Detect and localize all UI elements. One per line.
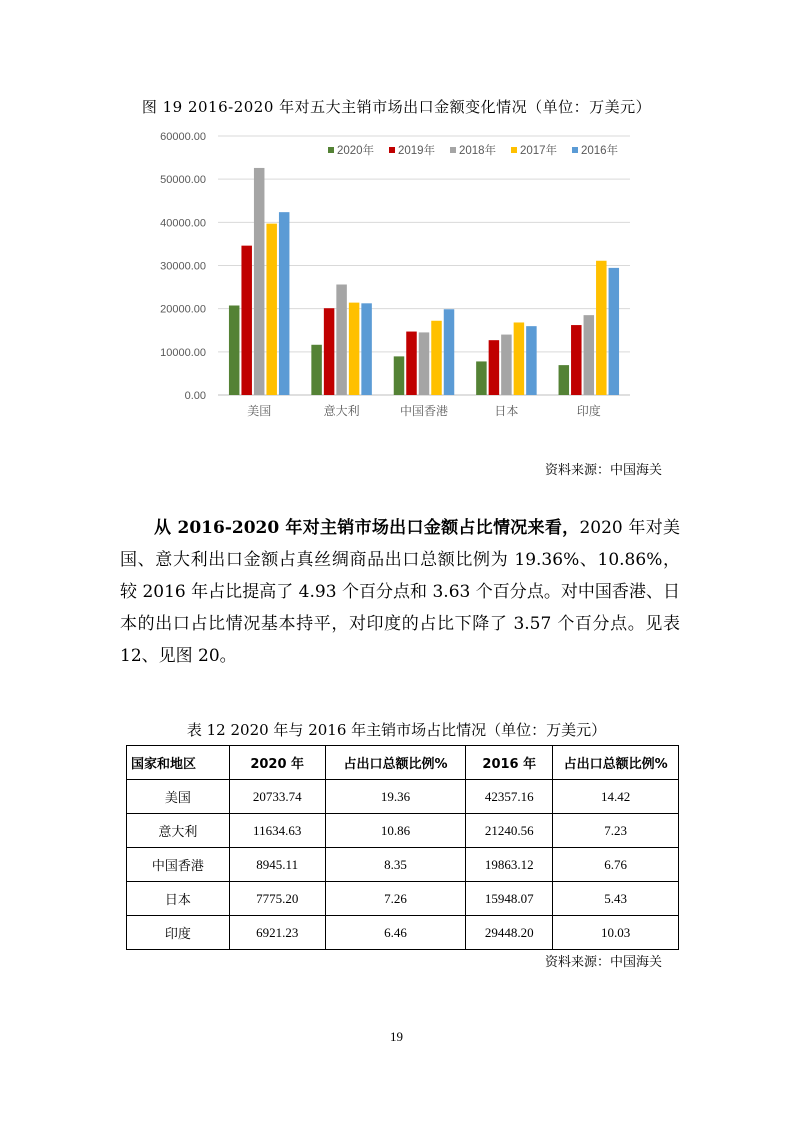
header-share-2016: 占出口总额比例% — [553, 746, 679, 780]
legend-label: 2018年 — [459, 145, 497, 157]
x-tick-label: 美国 — [247, 404, 272, 418]
legend-swatch — [328, 147, 334, 153]
table-row — [127, 916, 679, 950]
cell-2016: 29448.20 — [466, 916, 553, 950]
cell-2020: 7775.20 — [229, 882, 325, 916]
x-tick-label: 意大利 — [323, 404, 360, 418]
header-2016: 2016 年 — [466, 746, 553, 780]
figure-caption: 图 19 2016-2020 年对五大主销市场出口金额变化情况（单位：万美元） — [141, 98, 652, 116]
legend-swatch — [572, 147, 578, 153]
body-paragraph — [120, 512, 680, 672]
bar-2020年 — [229, 305, 240, 395]
cell-share-2016: 14.42 — [553, 780, 679, 814]
y-tick-label: 60000.00 — [160, 131, 206, 143]
x-tick-label: 日本 — [494, 404, 519, 418]
y-tick-label: 50000.00 — [160, 174, 206, 187]
cell-2016: 15948.07 — [466, 882, 553, 916]
bar-2016年 — [361, 303, 372, 395]
cell-share-2020: 6.46 — [325, 916, 466, 950]
y-axis-ticks — [160, 131, 206, 402]
y-tick-label: 30000.00 — [160, 260, 206, 273]
y-tick-label: 40000.00 — [160, 217, 206, 230]
table-row — [127, 780, 679, 814]
cell-2020: 8945.11 — [229, 848, 325, 882]
y-tick-label: 20000.00 — [160, 303, 206, 316]
bar-2017年 — [514, 322, 525, 395]
bar-chart — [150, 124, 650, 426]
bar-2017年 — [431, 321, 442, 395]
cell-region: 日本 — [127, 882, 230, 916]
cell-2020: 6921.23 — [229, 916, 325, 950]
page-number: 19 — [390, 1029, 403, 1044]
table-header-row — [127, 746, 679, 780]
legend-label: 2016年 — [581, 145, 619, 157]
x-tick-label: 中国香港 — [399, 404, 449, 418]
cell-2016: 19863.12 — [466, 848, 553, 882]
legend-label: 2019年 — [398, 145, 436, 157]
cell-share-2016: 7.23 — [553, 814, 679, 848]
figure-source: 资料来源：中国海关 — [544, 463, 662, 478]
cell-region: 印度 — [127, 916, 230, 950]
x-axis-labels — [247, 403, 601, 418]
bar-2018年 — [254, 168, 265, 395]
bar-2020年 — [559, 365, 570, 395]
cell-2020: 11634.63 — [229, 814, 325, 848]
legend-swatch — [389, 147, 395, 153]
cell-share-2016: 6.76 — [553, 848, 679, 882]
legend-swatch — [511, 147, 517, 153]
cell-region: 意大利 — [127, 814, 230, 848]
paragraph-lead: 从 2016-2020 年对主销市场出口金额占比情况来看， — [154, 518, 580, 538]
cell-2016: 21240.56 — [466, 814, 553, 848]
cell-region: 美国 — [127, 780, 230, 814]
bar-2017年 — [349, 303, 360, 395]
cell-region: 中国香港 — [127, 848, 230, 882]
bar-2018年 — [584, 315, 595, 395]
chart-legend — [328, 143, 619, 157]
cell-share-2016: 10.03 — [553, 916, 679, 950]
legend-label: 2017年 — [520, 145, 558, 157]
cell-share-2016: 5.43 — [553, 882, 679, 916]
bar-2017年 — [596, 261, 607, 395]
market-share-table — [126, 745, 679, 950]
cell-share-2020: 10.86 — [325, 814, 466, 848]
bar-2018年 — [501, 335, 512, 395]
cell-share-2020: 19.36 — [325, 780, 466, 814]
bar-2020年 — [311, 345, 322, 395]
cell-2020: 20733.74 — [229, 780, 325, 814]
header-region: 国家和地区 — [127, 746, 230, 780]
bar-2020年 — [394, 356, 405, 395]
table-source: 资料来源：中国海关 — [544, 955, 662, 970]
chart-bars — [229, 168, 619, 395]
legend-swatch — [450, 147, 456, 153]
cell-2016: 42357.16 — [466, 780, 553, 814]
legend-label: 2020年 — [337, 145, 375, 157]
x-tick-label: 印度 — [576, 404, 601, 418]
bar-2016年 — [526, 326, 537, 395]
header-2020: 2020 年 — [229, 746, 325, 780]
bar-2019年 — [241, 246, 252, 395]
bar-2019年 — [324, 308, 335, 395]
bar-2019年 — [489, 340, 500, 395]
bar-2020年 — [476, 361, 487, 395]
table-row — [127, 814, 679, 848]
bar-2016年 — [609, 268, 620, 395]
bar-2016年 — [279, 212, 290, 395]
bar-2017年 — [266, 224, 277, 395]
y-tick-label: 0.00 — [184, 390, 206, 402]
cell-share-2020: 7.26 — [325, 882, 466, 916]
cell-share-2020: 8.35 — [325, 848, 466, 882]
table-row — [127, 848, 679, 882]
table-caption: 表 12 2020 年与 2016 年主销市场占比情况（单位：万美元） — [186, 721, 607, 739]
bar-2016年 — [444, 309, 455, 395]
bar-2019年 — [406, 332, 417, 395]
bar-2018年 — [336, 284, 347, 395]
bar-2019年 — [571, 325, 582, 395]
header-share-2020: 占出口总额比例% — [325, 746, 466, 780]
y-tick-label: 10000.00 — [160, 346, 206, 359]
paragraph-body: 2020 年对美国、意大利出口金额占真丝绸商品出口总额比例为 19.36%、10.86%，较 2016 年占比提高了 4.93 个百分点和 3.63 个百分点。对中国香港、日本的出口占比情况基本持平，对印度的占比下降了 3.57 个百分点。见表 12、见图 20。 — [120, 518, 680, 666]
table-row — [127, 882, 679, 916]
bar-2018年 — [419, 332, 430, 395]
